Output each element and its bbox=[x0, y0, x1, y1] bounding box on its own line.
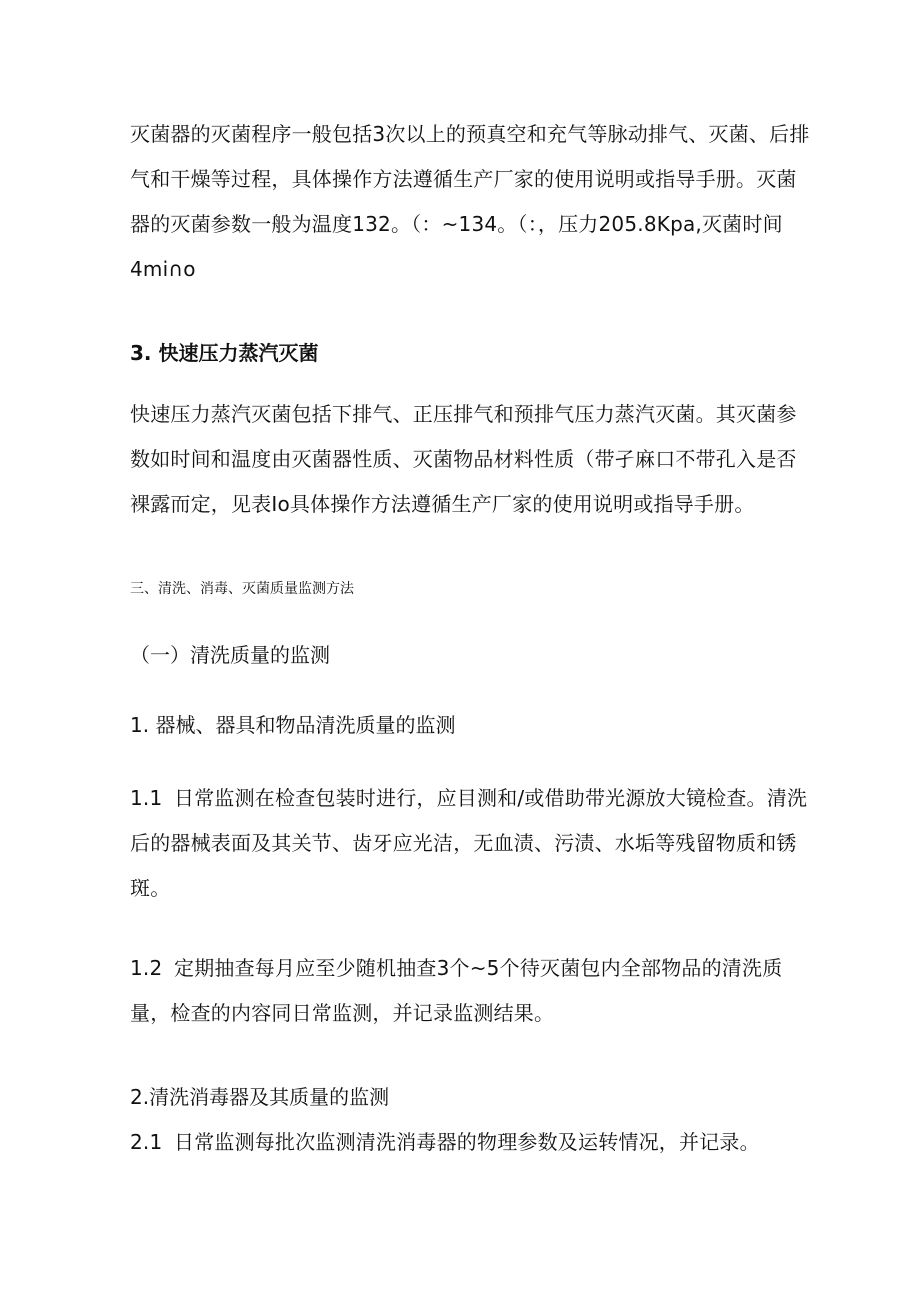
paragraph-1-1 bbox=[130, 776, 810, 911]
paragraph-2-1 bbox=[130, 1120, 810, 1165]
paragraph-text: 日常监测在检查包装时进行，应目测和/或借助带光源放大镜检查。清洗后的器械表面及其关节、齿牙应光洁，无血渍、污渍、水垢等残留物质和锈斑。 bbox=[130, 786, 808, 900]
paragraph-number: 1.1 bbox=[130, 786, 163, 810]
paragraph-text: 定期抽查每月应至少随机抽查3个~5个待灭菌包内全部物品的清洗质量，检查的内容同日常监测，并记录监测结果。 bbox=[130, 956, 783, 1025]
heading-fast-steam: 3. 快速压力蒸汽灭菌 bbox=[130, 341, 319, 365]
paragraph-1-2 bbox=[130, 946, 810, 1036]
paragraph-steam-cycle: 灭菌器的灭菌程序一般包括3次以上的预真空和充气等脉动排气、灭菌、后排气和干燥等过程，具体操作方法遵循生产厂家的使用说明或指导手册。灭菌器的灭菌参数一般为温度132。（：~134。（：，压力205.8Kpa,灭菌时间4mi∩o bbox=[130, 122, 810, 281]
heading-cleaning-quality: （一）清洗质量的监测 bbox=[130, 643, 330, 667]
heading-item-2: 2.清洗消毒器及其质量的监测 bbox=[130, 1085, 390, 1109]
paragraph-fast-steam: 快速压力蒸汽灭菌包括下排气、正压排气和预排气压力蒸汽灭菌。其灭菌参数如时间和温度由灭菌器性质、灭菌物品材料性质（带孑麻口不带孔入是否裸露而定，见表Io具体操作方法遵循生产厂家的使用说明或指导手册。 bbox=[130, 402, 797, 516]
paragraph-number: 1.2 bbox=[130, 956, 163, 980]
heading-section-three: 三、清洗、消毒、灭菌质量监测方法 bbox=[130, 581, 354, 597]
paragraph-text: 日常监测每批次监测清洗消毒器的物理参数及运转情况，并记录。 bbox=[174, 1130, 760, 1154]
paragraph-number: 2.1 bbox=[130, 1130, 163, 1154]
heading-item-1: 1. 器械、器具和物品清洗质量的监测 bbox=[130, 713, 456, 737]
